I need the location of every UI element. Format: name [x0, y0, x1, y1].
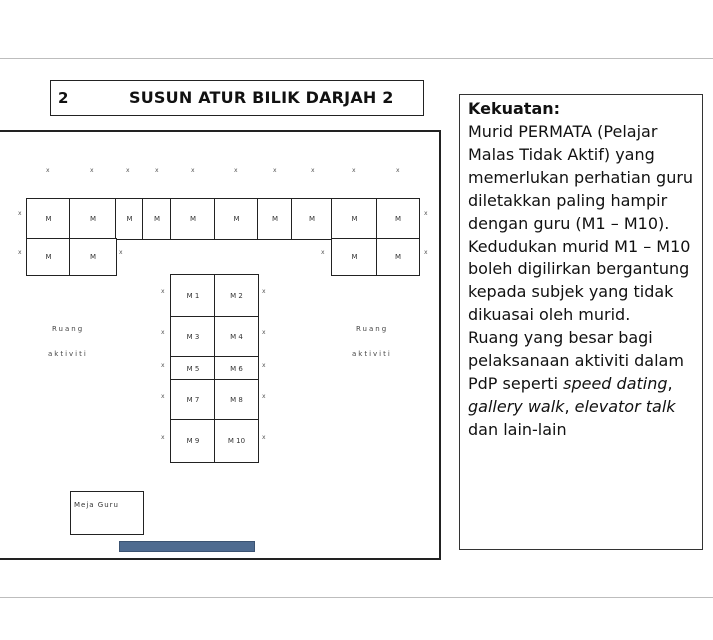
- seat-mark: x: [18, 249, 22, 256]
- slide-number: 2: [58, 89, 69, 107]
- seat-mark: x: [262, 393, 266, 400]
- desk-top: M: [214, 198, 259, 240]
- seat-mark: x: [321, 249, 325, 256]
- note-body: [468, 121, 708, 442]
- title-box: [50, 80, 424, 116]
- seat-mark: x: [161, 362, 165, 369]
- desk-m4: M 4: [214, 316, 259, 358]
- seat-mark: x: [119, 249, 123, 256]
- seat-mark: x: [161, 288, 165, 295]
- note-line-2: Kedudukan murid M1 – M10 boleh digilirkan bergantung kepada subjek yang tidak dikuasai oleh murid.: [468, 236, 691, 325]
- activity-zone-right-line2: aktiviti: [352, 350, 392, 358]
- seat-mark: x: [161, 393, 165, 400]
- desk-m2: M 2: [214, 274, 259, 318]
- seat-mark: x: [126, 167, 130, 174]
- whiteboard: [119, 541, 255, 552]
- desk-m9: M 9: [170, 419, 216, 463]
- desk-top: M: [376, 238, 420, 276]
- seat-mark: x: [311, 167, 315, 174]
- teacher-desk: [70, 491, 144, 535]
- note-elevator-talk: elevator talk: [574, 396, 676, 416]
- note-gallery-walk: gallery walk: [468, 396, 565, 416]
- teacher-desk-label: Meja Guru: [74, 501, 119, 509]
- seat-mark: x: [18, 210, 22, 217]
- desk-m6: M 6: [214, 356, 259, 381]
- desk-m1: M 1: [170, 274, 216, 318]
- desk-m8: M 8: [214, 379, 259, 421]
- desk-top: M: [142, 198, 172, 240]
- seat-mark: x: [161, 329, 165, 336]
- seat-mark: x: [234, 167, 238, 174]
- seat-mark: x: [352, 167, 356, 174]
- slide-title: SUSUN ATUR BILIK DARJAH 2: [129, 88, 394, 107]
- note-line-1: Murid PERMATA (Pelajar Malas Tidak Aktif) yang memerlukan perhatian guru diletakkan paling hampir dengan guru (M1 – M10).: [468, 122, 694, 233]
- classroom-floorplan: [0, 130, 441, 560]
- note-speed-dating: speed dating: [563, 373, 668, 393]
- desk-top: M: [257, 198, 293, 240]
- desk-top: M: [26, 238, 71, 276]
- activity-zone-right-line1: Ruang: [356, 325, 389, 333]
- seat-mark: x: [191, 167, 195, 174]
- seat-mark: x: [424, 249, 428, 256]
- seat-mark: x: [262, 434, 266, 441]
- desk-top: M: [69, 198, 117, 240]
- desk-m7: M 7: [170, 379, 216, 421]
- seat-mark: x: [90, 167, 94, 174]
- desk-m10: M 10: [214, 419, 259, 463]
- desk-top: M: [331, 198, 378, 240]
- seat-mark: x: [396, 167, 400, 174]
- seat-mark: x: [424, 210, 428, 217]
- desk-top: M: [291, 198, 333, 240]
- strengths-note: [459, 94, 703, 550]
- desk-top: M: [376, 198, 420, 240]
- seat-mark: x: [46, 167, 50, 174]
- seat-mark: x: [161, 434, 165, 441]
- note-comma-1: ,: [667, 373, 673, 393]
- seat-mark: x: [262, 362, 266, 369]
- activity-zone-left-line1: Ruang: [52, 325, 85, 333]
- note-comma-2: ,: [564, 396, 575, 416]
- desk-top: M: [170, 198, 216, 240]
- note-heading: Kekuatan:: [468, 99, 561, 118]
- desk-top: M: [115, 198, 144, 240]
- desk-m5: M 5: [170, 356, 216, 381]
- seat-mark: x: [262, 329, 266, 336]
- desk-top: M: [69, 238, 117, 276]
- seat-mark: x: [155, 167, 159, 174]
- desk-top: M: [26, 198, 71, 240]
- seat-mark: x: [262, 288, 266, 295]
- note-line-3-end: dan lain-lain: [468, 419, 567, 439]
- desk-m3: M 3: [170, 316, 216, 358]
- activity-zone-left-line2: aktiviti: [48, 350, 88, 358]
- desk-top: M: [331, 238, 378, 276]
- note-line-3-start: Ruang yang besar bagi pelaksanaan aktiviti dalam PdP seperti: [468, 328, 684, 393]
- seat-mark: x: [273, 167, 277, 174]
